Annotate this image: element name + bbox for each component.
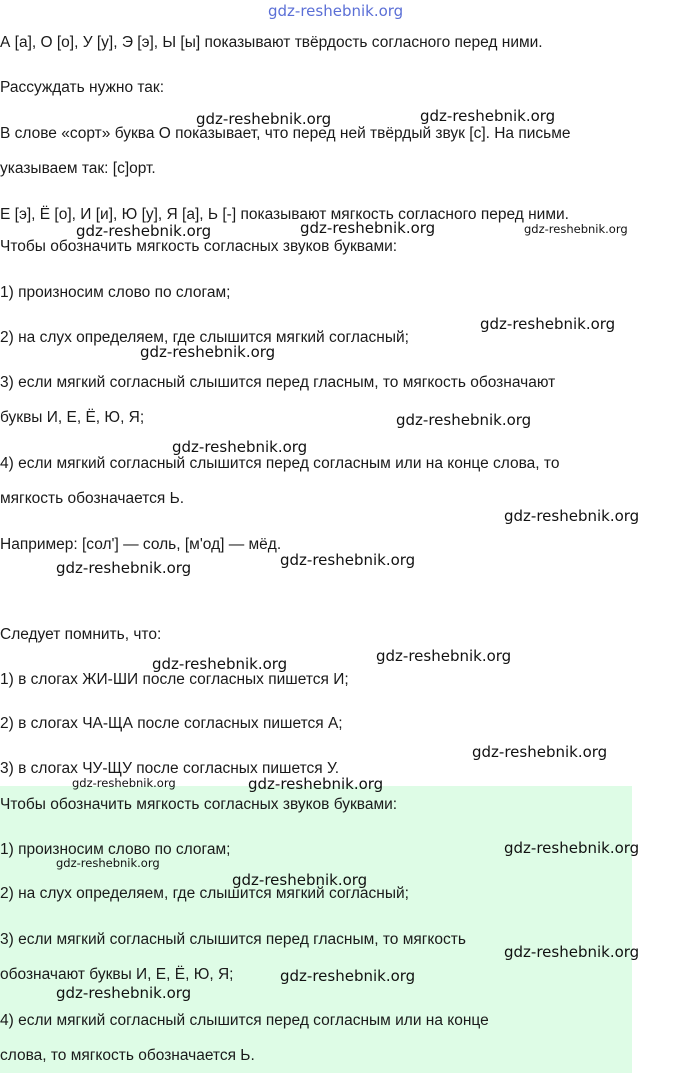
text-line: Чтобы обозначить мягкость согласных звуков буквами: bbox=[0, 238, 398, 255]
text-line: А [а], О [о], У [у], Э [э], Ы [ы] показывают твёрдость согласного перед ними. bbox=[0, 34, 543, 51]
watermark: gdz-reshebnik.org bbox=[196, 110, 332, 128]
note-line: 4) если мягкий согласный слышится перед согласным или на конце bbox=[0, 1012, 489, 1029]
watermark: gdz-reshebnik.org bbox=[232, 871, 368, 889]
watermark: gdz-reshebnik.org bbox=[172, 438, 308, 456]
watermark: gdz-reshebnik.org bbox=[504, 943, 640, 961]
text-line: Е [э], Ё [о], И [и], Ю [у], Я [а], Ь [-] показывают мягкость согласного перед ними. bbox=[0, 206, 569, 223]
note-line: обозначают буквы И, Е, Ё, Ю, Я; bbox=[0, 966, 234, 983]
text-line: 2) в слогах ЧА-ЩА после согласных пишется А; bbox=[0, 715, 343, 732]
watermark: gdz-reshebnik.org bbox=[376, 647, 512, 665]
text-line: Например: [сол'] — соль, [м'од] — мёд. bbox=[0, 536, 282, 553]
watermark: gdz-reshebnik.org bbox=[472, 743, 608, 761]
text-line: Следует помнить, что: bbox=[0, 626, 162, 643]
text-line: 3) если мягкий согласный слышится перед гласным, то мягкость обозначают bbox=[0, 374, 556, 391]
watermark: gdz-reshebnik.org bbox=[504, 507, 640, 525]
watermark: gdz-reshebnik.org bbox=[524, 222, 628, 236]
text-line: 4) если мягкий согласный слышится перед согласным или на конце слова, то bbox=[0, 455, 560, 472]
note-line: слова, то мягкость обозначается Ь. bbox=[0, 1047, 255, 1064]
watermark: gdz-reshebnik.org bbox=[480, 315, 616, 333]
text-line: мягкость обозначается Ь. bbox=[0, 490, 185, 507]
note-line: 2) на слух определяем, где слышится мягкий согласный; bbox=[0, 885, 409, 902]
watermark: gdz-reshebnik.org bbox=[56, 559, 192, 577]
watermark: gdz-reshebnik.org bbox=[248, 775, 384, 793]
note-line: 1) произносим слово по слогам; bbox=[0, 841, 231, 858]
watermark: gdz-reshebnik.org bbox=[76, 222, 212, 240]
text-line: указываем так: [с]орт. bbox=[0, 160, 156, 177]
note-line: 3) если мягкий согласный слышится перед гласным, то мягкость bbox=[0, 931, 466, 948]
note-line: Чтобы обозначить мягкость согласных звуков буквами: bbox=[0, 796, 398, 813]
watermark: gdz-reshebnik.org bbox=[396, 411, 532, 429]
watermark: gdz-reshebnik.org bbox=[280, 551, 416, 569]
watermark: gdz-reshebnik.org bbox=[140, 343, 276, 361]
watermark: gdz-reshebnik.org bbox=[72, 776, 176, 790]
header-watermark: gdz-reshebnik.org bbox=[268, 2, 404, 20]
text-line: 1) произносим слово по слогам; bbox=[0, 284, 231, 301]
text-line: 2) на слух определяем, где слышится мягкий согласный; bbox=[0, 329, 409, 346]
watermark: gdz-reshebnik.org bbox=[56, 984, 192, 1002]
text-line: Рассуждать нужно так: bbox=[0, 79, 165, 96]
text-line: 3) в слогах ЧУ-ЩУ после согласных пишется У. bbox=[0, 760, 340, 777]
watermark: gdz-reshebnik.org bbox=[504, 839, 640, 857]
text-line: 1) в слогах ЖИ-ШИ после согласных пишется И; bbox=[0, 671, 349, 688]
watermark: gdz-reshebnik.org bbox=[152, 655, 288, 673]
watermark: gdz-reshebnik.org bbox=[280, 967, 416, 985]
text-line: буквы И, Е, Ё, Ю, Я; bbox=[0, 409, 145, 426]
watermark: gdz-reshebnik.org bbox=[420, 107, 556, 125]
text-line: В слове «сорт» буква О показывает, что перед ней твёрдый звук [с]. На письме bbox=[0, 125, 571, 142]
watermark: gdz-reshebnik.org bbox=[56, 856, 160, 870]
watermark: gdz-reshebnik.org bbox=[300, 219, 436, 237]
